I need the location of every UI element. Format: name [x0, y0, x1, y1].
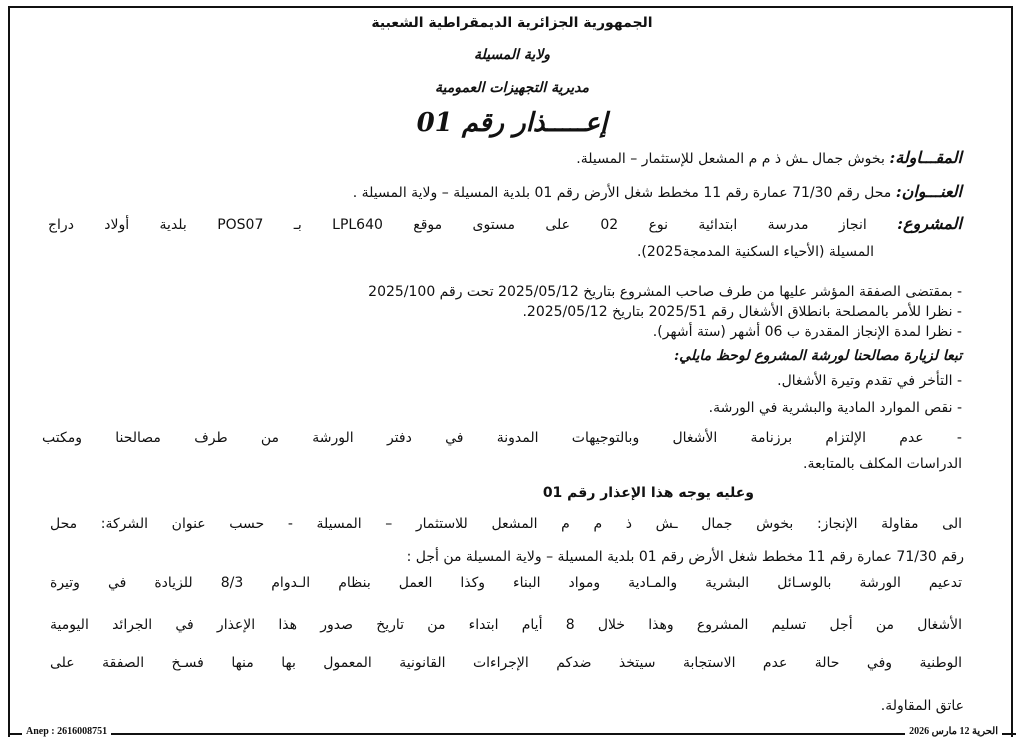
body-line: الى مقاولة الإنجاز: بخوش جمال ـش ذ م م المشعل للاستثمار – المسيلة - حسب عنوان الشركة: محل	[50, 516, 962, 532]
body-line: الوطنية وفي حالة عدم الاستجابة سيتخذ ضدكم الإجراءات القانونية المعمول بها منها فسـخ الصفقة على	[50, 655, 962, 671]
consideration-item: - نظرا لمدة الإنجاز المقدرة ب 06 أشهر (ستة أشهر).	[652, 324, 962, 340]
body-line: عاتق المقاولة.	[880, 698, 964, 714]
newspaper-date: الحرية 12 مارس 2026	[905, 726, 1002, 737]
anep-number: Anep : 2616008751	[22, 726, 111, 737]
wilaya-header: ولاية المسيلة	[473, 47, 551, 63]
project-line-2: المسيلة (الأحياء السكنية المدمجة2025).	[636, 244, 874, 260]
observation-item-cont: الدراسات المكلف بالمتابعة.	[803, 456, 962, 472]
contractor-label: المقـــاولة:	[889, 148, 962, 167]
body-line: تدعيم الورشة بالوسـائل البشرية والمـادية ومواد البناء وكذا العمل بنظام الـدوام 8/3 للزيادة في وتيرة	[50, 575, 963, 591]
body-line: رقم 71/30 عمارة رقم 11 مخطط شغل الأرض رقم 01 بلدية المسيلة – ولاية المسيلة من أجل :	[406, 549, 964, 565]
observation-item: - عدم الإلتزام برزنامة الأشغال وبالتوجيهات المدونة في دفتر الورشة من طرف مصالحنا ومكتب	[42, 430, 962, 446]
document-title: إعـــــذار رقم 01	[416, 108, 608, 138]
address-label: العنـــوان:	[895, 182, 962, 201]
directorate-header: مديرية التجهيزات العمومية	[435, 80, 589, 96]
project-value: انجاز مدرسة ابتدائية نوع 02 على مستوى موقع LPL640 بـ POS07 بلدية أولاد دراج	[48, 217, 867, 233]
observation-item: - نقص الموارد المادية والبشرية في الورشة.	[708, 400, 962, 416]
consideration-item: - بمقتضى الصفقة المؤشر عليها من طرف صاحب المشروع بتاريخ 2025/05/12 تحت رقم 2025/100	[368, 284, 962, 300]
conclusion: وعليه يوجه هذا الإعذار رقم 01	[542, 485, 754, 501]
project-line	[48, 215, 962, 234]
contractor-value: بخوش جمال ـش ذ م م المشعل للإستثمار – المسيلة.	[576, 151, 885, 167]
contractor-line	[576, 149, 962, 168]
project-label: المشروع:	[897, 214, 962, 233]
country-header: الجمهورية الجزائرية الديمقراطية الشعبية	[371, 15, 653, 31]
consideration-item: - نظرا للأمر بالمصلحة بانطلاق الأشغال رقم 2025/51 بتاريخ 2025/05/12.	[522, 304, 962, 320]
body-line: الأشغال من أجل تسليم المشروع وهذا خلال 8 أيام ابتداء من تاريخ صدور هذا الإعذار في الجرائد اليومية	[50, 617, 962, 633]
address-line	[353, 183, 962, 202]
observation-item: - التأخر في تقدم وتيرة الأشغال.	[777, 373, 962, 389]
footer-rule	[8, 733, 1016, 735]
address-value: محل رقم 71/30 عمارة رقم 11 مخطط شغل الأرض رقم 01 بلدية المسيلة – ولاية المسيلة .	[352, 185, 892, 201]
observation-intro: تبعا لزيارة مصالحنا لورشة المشروع لوحظ مايلي:	[674, 348, 962, 364]
